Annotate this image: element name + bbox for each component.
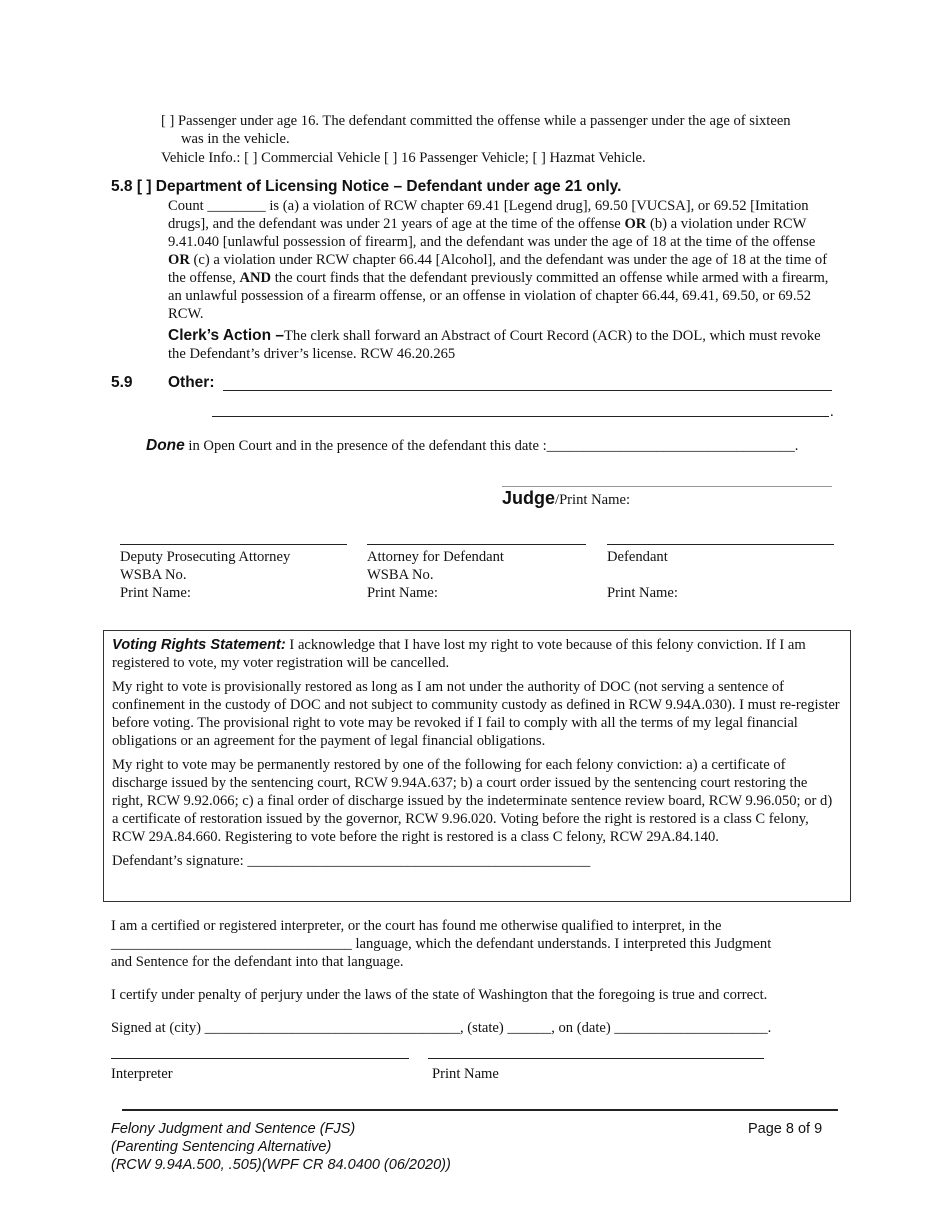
other-line-1[interactable] xyxy=(223,390,832,391)
perjury-certification: I certify under penalty of perjury under the laws of the state of Washington that the foregoing is true and correct. xyxy=(111,987,768,1003)
defendant-signature-line[interactable] xyxy=(607,544,834,545)
or-2: OR xyxy=(168,252,190,268)
footer-line-1: Felony Judgment and Sentence (FJS) xyxy=(111,1121,356,1137)
text-2: (b) a violation under RCW 9.41.040 [unlawful possession of firearm], and the defendant was under the age of 18 at the time of the offense xyxy=(168,216,816,250)
prosecutor-signature-block xyxy=(120,548,350,602)
or-1: OR xyxy=(624,216,647,232)
interpreter-print-name-line[interactable] xyxy=(428,1058,764,1059)
done-label: Done xyxy=(146,437,185,454)
judge-word: Judge xyxy=(502,488,556,508)
section-5-9-label: Other: xyxy=(168,374,215,391)
clerks-action xyxy=(168,327,836,363)
voting-rights-p2: My right to vote is provisionally restored as long as I am not under the authority of DOC (not serving a sentence of confinement in the custody of DOC and not subject to community custody as defined in RCW 9.94A.030). I must re-register before voting. The provisional right to vote may be revoked if I fail to comply with all the terms of my legal financial obligations or an agreement for the payment of legal financial obligations. xyxy=(112,679,840,749)
defendant-signature-block xyxy=(607,548,837,602)
interpreter-label: Interpreter xyxy=(111,1066,173,1082)
voting-rights-content xyxy=(112,636,842,870)
defense-attorney-signature-block xyxy=(367,548,587,602)
judge-signature-line[interactable] xyxy=(502,486,832,487)
voting-rights-p3: My right to vote may be permanently restored by one of the following for each felony conviction: a) a certificate of discharge issued by the sentencing court, RCW 9.94A.637; b) a court order issued by the sentencing court restoring the right, RCW 9.92.066; c) a final order of discharge issued by the indeterminate sentence review board, RCW 9.96.050; or d) a certificate of restoration issued by the governor, RCW 9.96.020. Voting before the right is restored is a class C felony, RCW 29A.84.660. Registering to vote before the right is restored is a class C felony, RCW 29A.84.140. xyxy=(112,757,833,845)
prosecutor-print-name: Print Name: xyxy=(120,585,191,601)
clerks-action-label: Clerk’s Action – xyxy=(168,327,285,344)
defendant-title: Defendant xyxy=(607,549,668,565)
section-5-9-number: 5.9 xyxy=(111,374,133,391)
section-5-8-heading: 5.8 [ ] Department of Licensing Notice – Defendant under age 21 only. xyxy=(111,178,622,195)
footer-rule xyxy=(122,1109,838,1111)
other-line-2[interactable] xyxy=(212,416,829,417)
done-in-open-court xyxy=(146,437,846,455)
voting-rights-label: Voting Rights Statement: xyxy=(112,637,286,653)
section-5-8-body xyxy=(168,197,836,323)
footer-line-3: (RCW 9.94A.500, .505)(WPF CR 84.0400 (06/2020)) xyxy=(111,1157,451,1173)
interpreter-line-1: I am a certified or registered interpreter, or the court has found me otherwise qualified to interpret, in the xyxy=(111,918,722,934)
voting-rights-box xyxy=(103,630,851,902)
and: AND xyxy=(239,270,272,286)
prosecutor-title: Deputy Prosecuting Attorney xyxy=(120,549,291,565)
vehicle-info: Vehicle Info.: [ ] Commercial Vehicle [ ] 16 Passenger Vehicle; [ ] Hazmat Vehicle. xyxy=(161,150,646,166)
clerks-action-text: The clerk shall forward an Abstract of Court Record (ACR) to the DOL, which must revoke the Defendant’s driver’s license. RCW 46.20.265 xyxy=(168,328,821,362)
prosecutor-signature-line[interactable] xyxy=(120,544,347,545)
defendant-print-name: Print Name: xyxy=(607,585,678,601)
prosecutor-wsba: WSBA No. xyxy=(120,567,187,583)
page-number: Page 8 of 9 xyxy=(748,1121,823,1137)
judge-print-name: /Print Name: xyxy=(555,492,631,508)
defendant-signature-line-voting[interactable]: Defendant’s signature: _______________________________________________ xyxy=(112,853,591,869)
done-text: in Open Court and in the presence of the defendant this date :__________________________________. xyxy=(184,438,799,454)
interpreter-line-3: and Sentence for the defendant into that language. xyxy=(111,954,404,970)
interpreter-signature-line[interactable] xyxy=(111,1058,409,1059)
passenger-line-2: was in the vehicle. xyxy=(181,131,290,147)
defense-attorney-print-name: Print Name: xyxy=(367,585,438,601)
text-3: (c) a violation under RCW chapter 66.44 [Alcohol], and the defendant was under the age of 18 at the time of the offense, xyxy=(168,252,828,286)
voting-rights-p1: I acknowledge that I have lost my right to vote because of this felony conviction. If I am registered to vote, my voter registration will be cancelled. xyxy=(112,637,806,671)
defense-attorney-title: Attorney for Defendant xyxy=(367,549,504,565)
defense-attorney-signature-line[interactable] xyxy=(367,544,586,545)
passenger-checkbox-line xyxy=(161,112,851,148)
signed-at-line[interactable]: Signed at (city) ___________________________________, (state) ______, on (date) _____________________. xyxy=(111,1020,772,1036)
interpreter-line-2: _________________________________ language, which the defendant understands. I interpreted this Judgment xyxy=(111,936,772,952)
defense-attorney-wsba: WSBA No. xyxy=(367,567,434,583)
interpreter-statement xyxy=(111,917,851,971)
footer-line-2: (Parenting Sentencing Alternative) xyxy=(111,1139,332,1155)
text-4: the court finds that the defendant previously committed an offense while armed with a firearm, an unlawful possession of a firearm offense, or an offense in violation of chapter 66.44, 69.41, 69.50, or 69.52 RCW. xyxy=(168,270,829,322)
footer-form-title xyxy=(111,1120,451,1174)
passenger-line-1: [ ] Passenger under age 16. The defendant committed the offense while a passenger under the age of sixteen xyxy=(161,113,791,129)
judge-label xyxy=(502,489,630,509)
count-text: Count ________ is (a) a violation of RCW chapter 69.41 [Legend drug], 69.50 [VUCSA], or 69.52 [Imitation drugs], and the defendant was under 21 years of age at the time of the offense xyxy=(168,198,809,232)
print-name-label: Print Name xyxy=(432,1066,499,1082)
